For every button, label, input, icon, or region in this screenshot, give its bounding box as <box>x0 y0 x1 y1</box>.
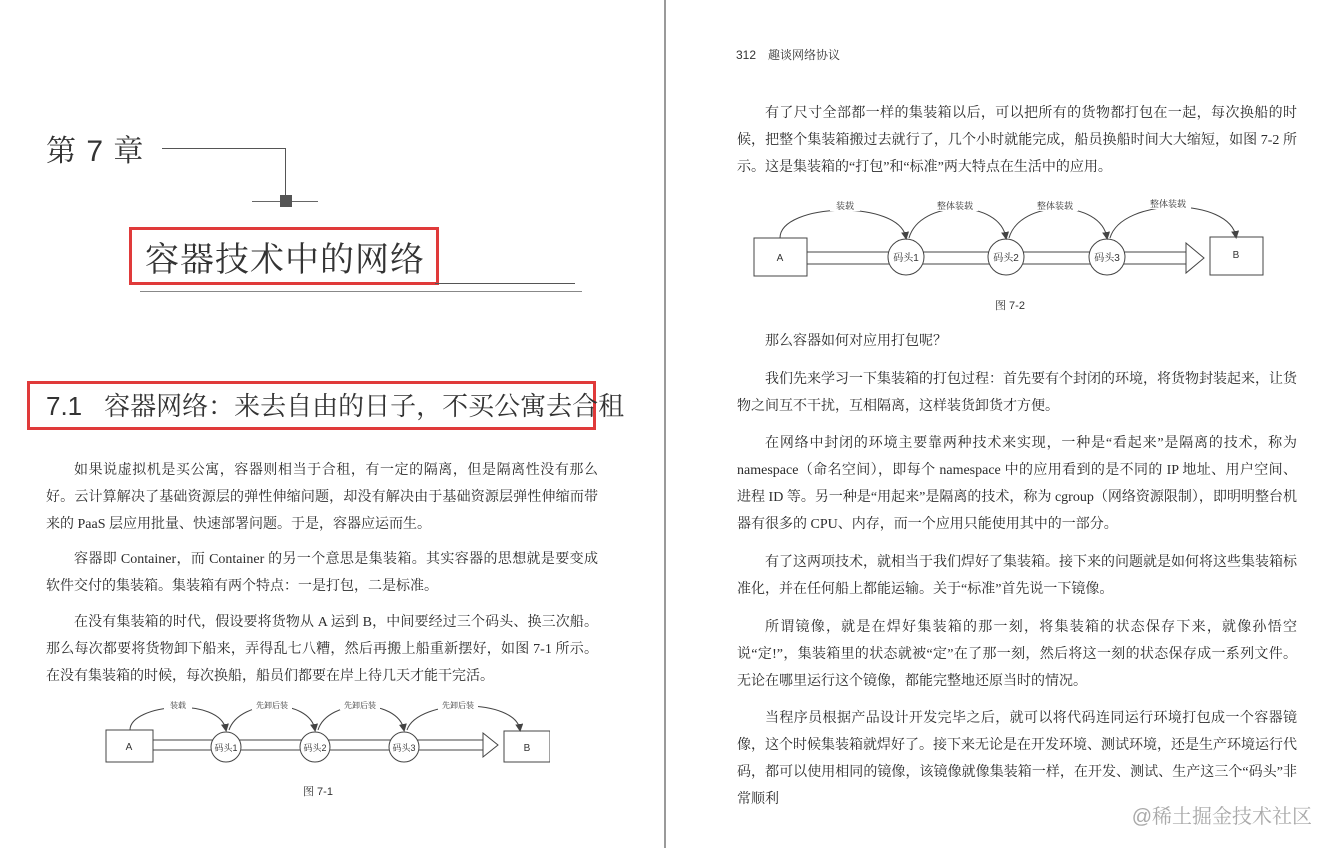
chapter-ornament-line <box>162 148 286 149</box>
chapter-title: 容器技术中的网络 <box>145 241 425 279</box>
section-title <box>46 386 624 423</box>
figure-7-1 <box>100 696 550 781</box>
svg-text:先卸后装: 先卸后装 <box>256 701 288 710</box>
paragraph: 如果说虚拟机是买公寓，容器则相当于合租，有一定的隔离，但是隔离性没有那么好。云计算解决了基础资源层的弹性伸缩问题，却没有解决由于基础资源层弹性伸缩而带来的 PaaS 层应用批量、快速部署问题。于是，容器应运而生。 <box>46 463 598 532</box>
paragraph: 在网络中封闭的环境主要靠两种技术来实现，一种是“看起来”是隔离的技术，称为 namespace（命名空间），即每个 namespace 中的应用看到的是不同的 IP 地址、用户空间、进程 ID 等。另一种是“用起来”是隔离的技术，称为 cgroup（网络资源限制），即明明整台机器有很多的 CPU、内存，而一个应用只能使用其中的一部分。 <box>737 436 1297 532</box>
paragraph: 有了这两项技术，就相当于我们焊好了集装箱。接下来的问题就是如何将这些集装箱标准化，并在任何船上都能运输。关于“标准”首先说一下镜像。 <box>737 555 1297 597</box>
chapter-label: 第 7 章 <box>46 135 145 168</box>
watermark: @稀土掘金技术社区 <box>1131 806 1312 828</box>
shipping-diagram <box>100 696 550 776</box>
left-page <box>0 0 664 848</box>
svg-text:B: B <box>1232 250 1240 261</box>
svg-text:码头1: 码头1 <box>893 253 919 264</box>
paragraph: 有了尺寸全部都一样的集装箱以后，可以把所有的货物都打包在一起，每次换船的时候，把整个集装箱搬过去就行了，几个小时就能完成，船员换船时间大大缩短，如图 7-2 所示。这是集装箱的“打包”和“标准”两大特点在生活中的应用。 <box>737 106 1297 175</box>
book-title: 趣谈网络协议 <box>768 48 841 62</box>
paragraph: 在没有集装箱的时代，假设要将货物从 A 运到 B，中间要经过三个码头、换三次船。那么每次都要将货物卸下船来，弄得乱七八糟，然后再搬上船重新摆好，如图 7-1 所示。在没有集装箱的时候，每次换船，船员们都要在岸上待几天才能干完活。 <box>46 615 598 684</box>
right-page <box>666 0 1336 848</box>
svg-text:装载: 装载 <box>835 201 855 211</box>
svg-text:装载: 装载 <box>170 701 186 710</box>
paragraph: 那么容器如何对应用打包呢？ <box>765 334 947 349</box>
svg-text:码头2: 码头2 <box>993 253 1019 264</box>
figure-caption: 图 7-2 <box>995 300 1025 312</box>
svg-text:整体装载: 整体装载 <box>1036 201 1074 211</box>
title-rule <box>435 283 575 284</box>
svg-text:码头1: 码头1 <box>214 743 238 753</box>
paragraph: 容器即 Container，而 Container 的另一个意思是集装箱。其实容器的思想就是要变成软件交付的集装箱。集装箱有两个特点：一是打包，二是标准。 <box>46 552 598 594</box>
svg-text:整体装载: 整体装载 <box>1149 199 1187 209</box>
svg-text:整体装载: 整体装载 <box>936 201 974 211</box>
svg-text:码头3: 码头3 <box>1094 253 1120 264</box>
page-number: 312 <box>736 48 757 62</box>
section-title-text: 容器网络：来去自由的日子，不买公寓去合租 <box>104 391 625 421</box>
svg-text:A: A <box>125 742 133 753</box>
svg-text:码头3: 码头3 <box>392 743 416 753</box>
section-number: 7.1 <box>46 391 83 421</box>
paragraph: 所谓镜像，就是在焊好集装箱的那一刻，将集装箱的状态保存下来，就像孙悟空说“定!”，集装箱里的状态就被“定”在了那一刻，然后将这一刻的状态保存成一系列文件。无论在哪里运行这个镜像，都能完整地还原当时的情况。 <box>737 620 1297 689</box>
running-head <box>736 46 840 63</box>
paragraph: 当程序员根据产品设计开发完毕之后，就可以将代码连同运行环境打包成一个容器镜像，这个时候集装箱就焊好了。接下来无论是在开发环境、测试环境，还是生产环境运行代码，都可以使用相同的镜像，该镜像就像集装箱一样，在开发、测试、生产这三个“码头”非常顺利 <box>737 711 1297 807</box>
svg-text:先卸后装: 先卸后装 <box>344 701 376 710</box>
svg-text:码头2: 码头2 <box>303 743 327 753</box>
figure-7-2 <box>752 195 1267 285</box>
figure-caption: 图 7-1 <box>303 786 333 798</box>
chapter-ornament-line <box>285 148 286 200</box>
chapter-ornament-square <box>280 195 292 207</box>
svg-text:先卸后装: 先卸后装 <box>442 701 474 710</box>
paragraph: 我们先来学习一下集装箱的打包过程：首先要有个封闭的环境，将货物封装起来，让货物之间互不干扰，互相隔离，这样装货卸货才方便。 <box>737 372 1297 414</box>
svg-text:A: A <box>776 253 784 264</box>
svg-text:B: B <box>523 743 531 754</box>
shipping-diagram <box>752 195 1267 280</box>
title-rule <box>140 291 582 292</box>
